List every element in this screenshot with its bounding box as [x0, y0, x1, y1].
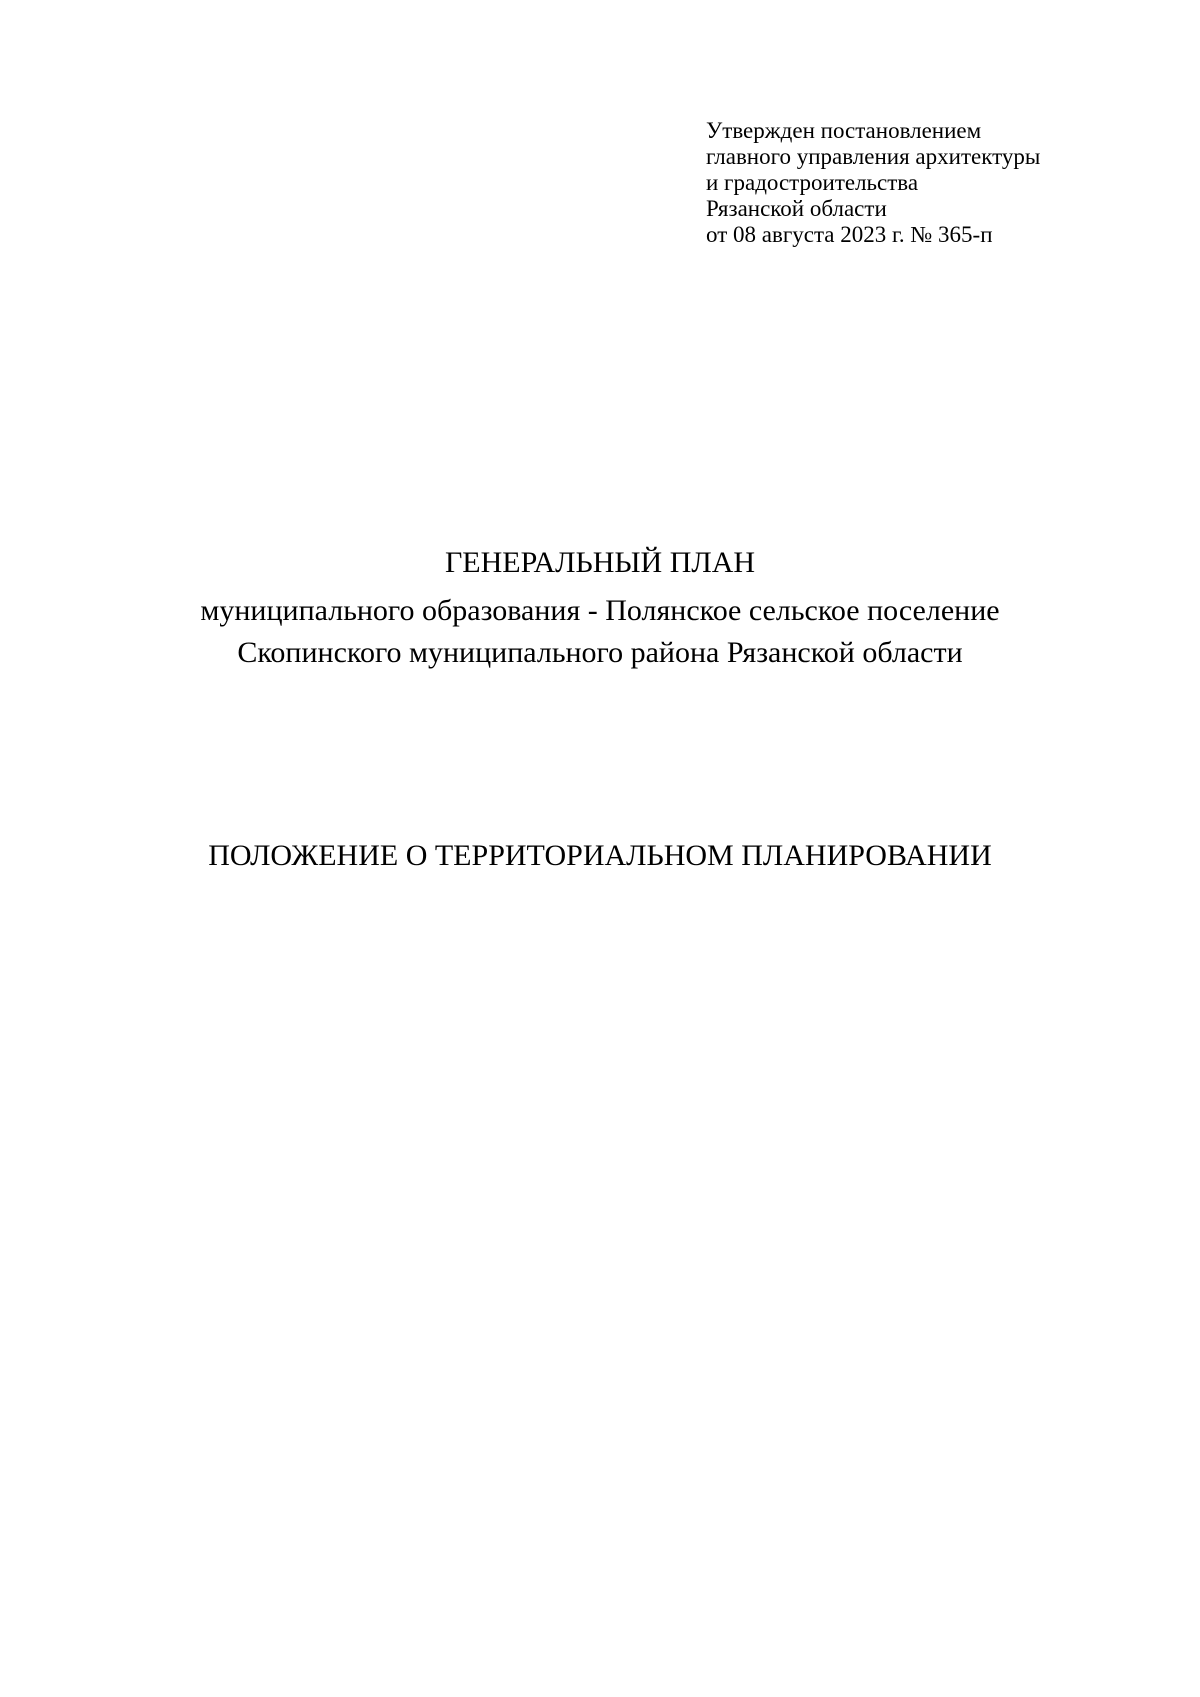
approval-line: главного управления архитектуры [706, 144, 1041, 169]
section-title: ПОЛОЖЕНИЕ О ТЕРРИТОРИАЛЬНОМ ПЛАНИРОВАНИИ [208, 839, 992, 872]
approval-line: Утвержден постановлением [706, 118, 982, 143]
document-subtitle-line: муниципального образования - Полянское сельское поселение [200, 594, 1000, 627]
approval-line: Рязанской области [706, 196, 887, 221]
approval-line: и градостроительства [706, 170, 919, 195]
document-subtitle-line: Скопинского муниципального района Рязанской области [237, 636, 963, 669]
approval-date-number: от 08 августа 2023 г. № 365-п [706, 222, 993, 247]
approval-stamp-block [706, 118, 1126, 248]
document-subtitle [0, 590, 1200, 674]
document-title: ГЕНЕРАЛЬНЫЙ ПЛАН [444, 546, 756, 579]
